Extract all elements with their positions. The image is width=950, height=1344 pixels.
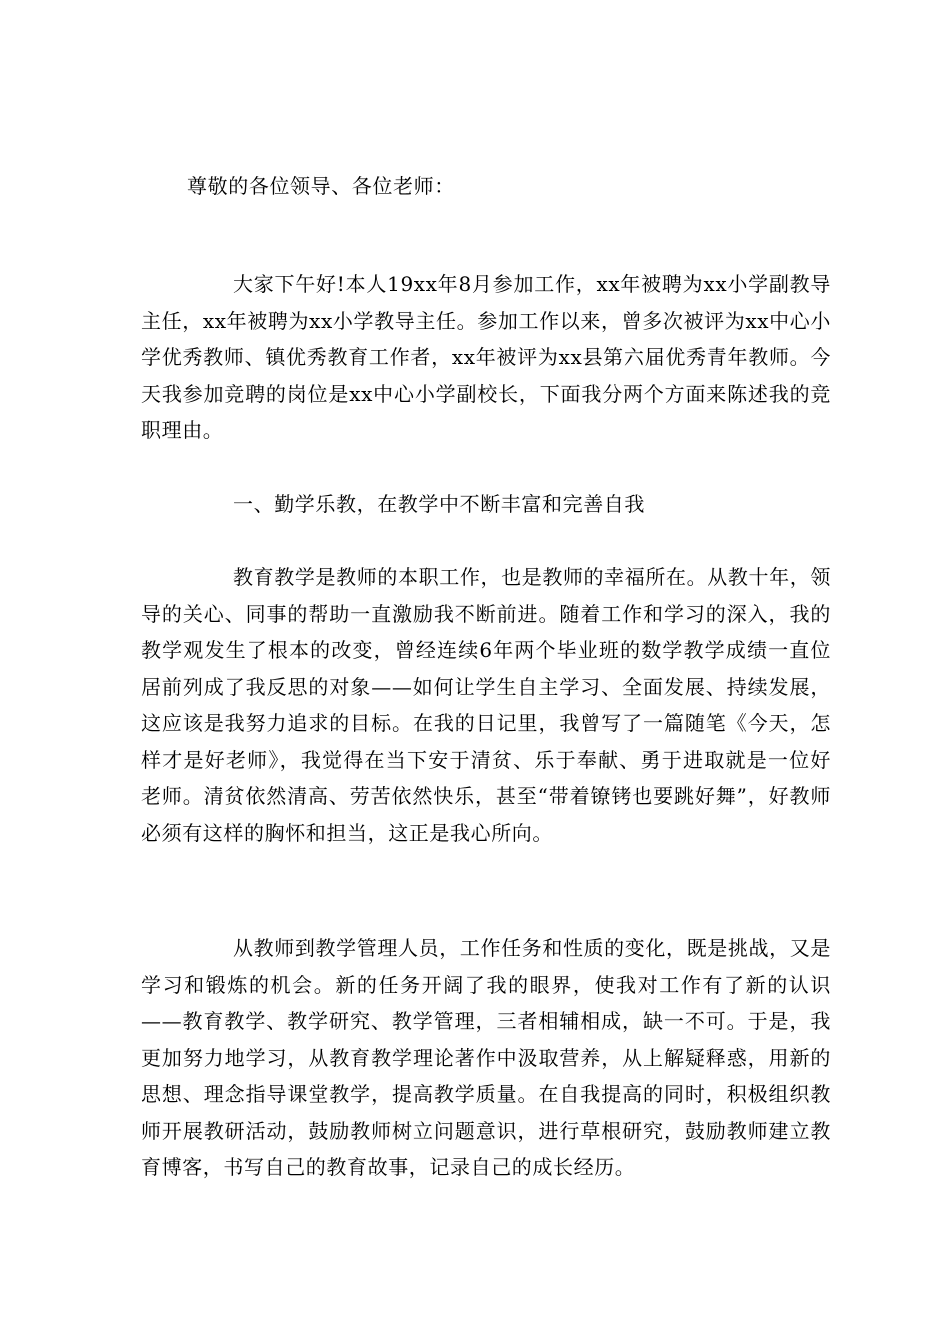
section-heading: 一、勤学乐教，在教学中不断丰富和完善自我 xyxy=(233,492,645,516)
paragraph-management: 从教师到教学管理人员，工作任务和性质的变化，既是挑战，又是学习和锻炼的机会。新的任务开阔了我的眼界，使我对工作有了新的认识——教育教学、教学研究、教学管理，三者相辅相成，缺一不可。于是，我更加努力地学习，从教育教学理论著作中汲取营养，从上解疑释惑，用新的思想、理念指导课堂教学，提高教学质量。在自我提高的同时，积极组织教师开展教研活动，鼓励教师树立问题意识，进行草根研究，鼓励教师建立教育博客，书写自己的教育故事，记录自己的成长经历。 xyxy=(141,936,831,1179)
paragraph-teaching: 教育教学是教师的本职工作，也是教师的幸福所在。从教十年，领导的关心、同事的帮助一直激励我不断前进。随着工作和学习的深入，我的教学观发生了根本的改变，曾经连续6年两个毕业班的数学教学成绩一直位居前列成了我反思的对象——如何让学生自主学习、全面发展、持续发展，这应该是我努力追求的目标。在我的日记里，我曾写了一篇随笔《今天，怎样才是好老师》，我觉得在当下安于清贫、乐于奉献、勇于进取就是一位好老师。清贫依然清高、劳苦依然快乐，甚至“带着镣铐也要跳好舞”，好教师必须有这样的胸怀和担当，这正是我心所向。 xyxy=(141,565,831,845)
salutation: 尊敬的各位领导、各位老师： xyxy=(187,174,455,198)
paragraph-introduction: 大家下午好!本人19xx年8月参加工作，xx年被聘为xx小学副教导主任，xx年被聘为xx小学教导主任。参加工作以来，曾多次被评为xx中心小学优秀教师、镇优秀教育工作者，xx年被评为xx县第六届优秀青年教师。今天我参加竞聘的岗位是xx中心小学副校长，下面我分两个方面来陈述我的竞职理由。 xyxy=(141,272,831,442)
